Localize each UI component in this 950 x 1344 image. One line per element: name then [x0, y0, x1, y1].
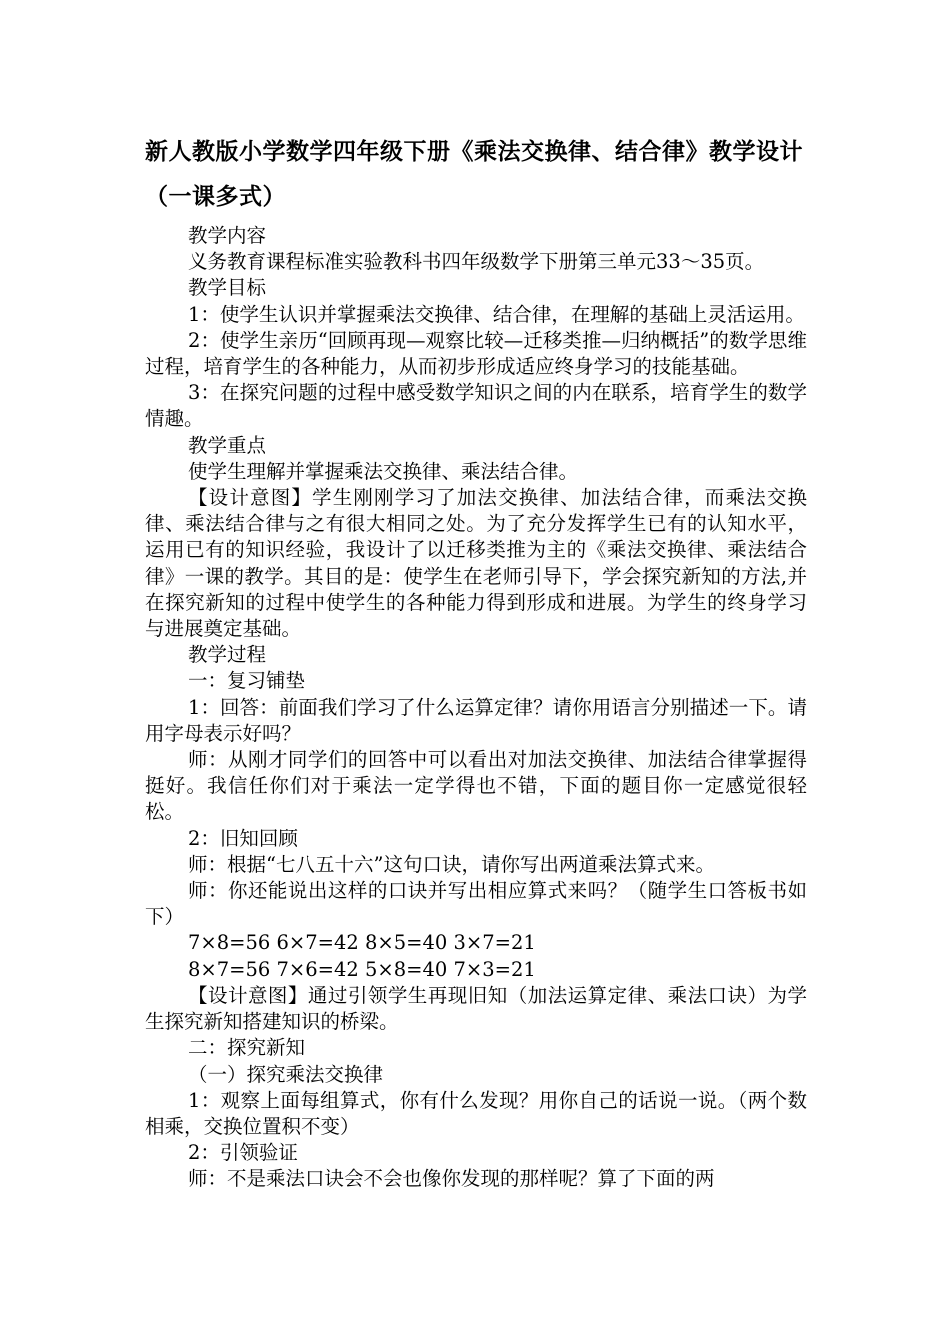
design-intent-paragraph: 【设计意图】通过引领学生再现旧知（加法运算定律、乘法口诀）为学生探究新知搭建知识的桥梁。: [145, 983, 807, 1034]
subsection-heading: 2：引领验证: [188, 1141, 298, 1165]
paragraph: 1：回答：前面我们学习了什么运算定律？请你用语言分别描述一下。请用字母表示好吗？: [145, 695, 807, 745]
equation-line: 7×8=56 6×7=42 8×5=40 3×7=21: [188, 931, 536, 955]
paragraph: 1：使学生认识并掌握乘法交换律、结合律，在理解的基础上灵活运用。: [188, 302, 805, 326]
paragraph: 2：使学生亲历“回顾再现—观察比较—迁移类推—归纳概括”的数学思维过程，培育学生的各种能力，从而初步形成适应终身学习的技能基础。: [145, 328, 807, 379]
subsection-heading: 一：复习铺垫: [188, 669, 306, 693]
paragraph: 师：不是乘法口诀会不会也像你发现的那样呢？算了下面的两: [188, 1167, 715, 1191]
equation-line: 8×7=56 7×6=42 5×8=40 7×3=21: [188, 957, 536, 981]
design-intent-paragraph: 【设计意图】学生刚刚学习了加法交换律、加法结合律，而乘法交换律、乘法结合律与之有很大相同之处。为了充分发挥学生已有的认知水平，运用已有的知识经验，我设计了以迁移类推为主的《乘法交换律、乘法结合律》一课的教学。其目的是：使学生在老师引导下，学会探究新知的方法,并在探究新知的过程中使学生的各种能力得到形成和进展。为学生的终身学习与进展奠定基础。: [145, 486, 807, 641]
paragraph: 师：从刚才同学们的回答中可以看出对加法交换律、加法结合律掌握得挺好。我信任你们对于乘法一定学得也不错，下面的题目你一定感觉很轻松。: [145, 748, 807, 824]
subsection-heading: 二：探究新知: [188, 1036, 306, 1060]
document-page: [145, 130, 807, 1193]
paragraph: 3：在探究问题的过程中感受数学知识之间的内在联系，培育学生的数学情趣。: [145, 381, 807, 431]
document-title: 新人教版小学数学四年级下册《乘法交换律、结合律》教学设计（一课多式）: [145, 139, 803, 210]
paragraph: 1：观察上面每组算式，你有什么发现？用你自己的话说一说。（两个数相乘，交换位置积不变）: [145, 1088, 807, 1138]
paragraph: 师：你还能说出这样的口诀并写出相应算式来吗？（随学生口答板书如下）: [145, 879, 807, 929]
section-heading-objectives: 教学目标: [188, 276, 267, 300]
subsection-heading: 2：旧知回顾: [188, 826, 298, 850]
section-heading-process: 教学过程: [188, 643, 267, 667]
paragraph: 义务教育课程标准实验教科书四年级数学下册第三单元33～35页。: [188, 250, 765, 274]
subsection-heading: （一）探究乘法交换律: [188, 1062, 384, 1086]
section-heading-key-points: 教学重点: [188, 433, 267, 457]
section-heading-content: 教学内容: [188, 224, 267, 247]
paragraph: 师：根据“七八五十六”这句口诀，请你写出两道乘法算式来。: [188, 852, 715, 876]
paragraph: 使学生理解并掌握乘法交换律、乘法结合律。: [188, 459, 579, 483]
